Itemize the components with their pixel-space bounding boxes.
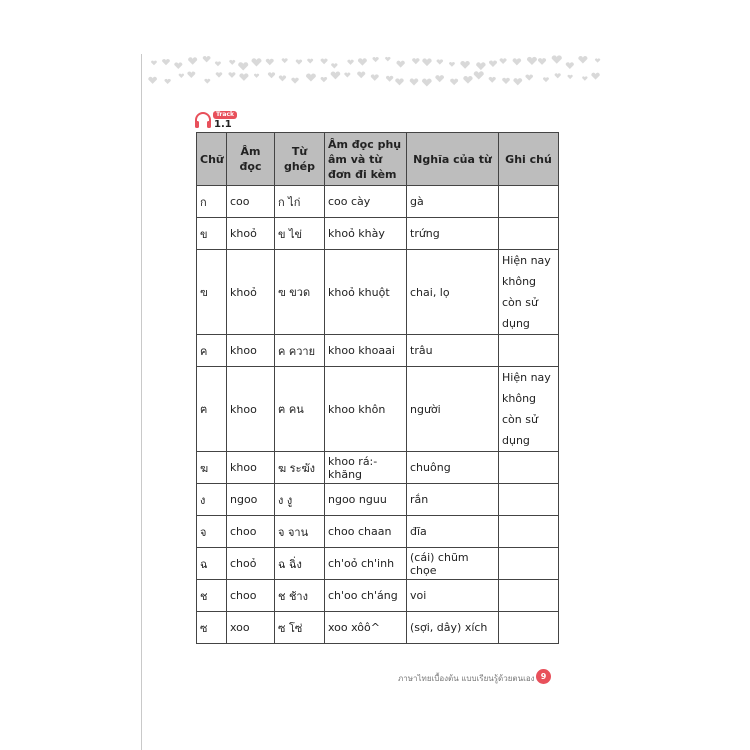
meaning-cell: voi <box>407 580 499 612</box>
heart-shape <box>216 72 223 77</box>
table-row <box>197 580 559 612</box>
heart-shape <box>148 77 157 84</box>
heart-shape <box>578 56 587 63</box>
heart-shape <box>449 62 455 67</box>
heart-shape <box>385 57 390 61</box>
letter-cell: ค <box>197 335 227 367</box>
heart-shape <box>238 62 248 70</box>
heart-shape <box>344 73 350 78</box>
reading-cell: choỏ <box>227 548 275 580</box>
table-row <box>197 250 559 335</box>
meaning-cell: gà <box>407 186 499 218</box>
heart-shape <box>331 63 337 68</box>
heart-shape <box>500 58 507 64</box>
reading-cell: choo <box>227 516 275 548</box>
compound-word-cell: ค ควาย <box>275 335 325 367</box>
heart-shape <box>476 62 486 70</box>
heart-shape <box>396 61 404 68</box>
track-number: 1.1 <box>214 119 232 130</box>
heart-shape <box>371 74 379 80</box>
heart-shape <box>410 78 419 85</box>
footer-book-title: ภาษาไทยเบื้องต้น แบบเรียนรู้ด้วยตนเอง <box>398 674 535 683</box>
reading-cell: khoỏ <box>227 250 275 335</box>
heart-shape <box>437 59 443 64</box>
note-cell <box>499 612 559 644</box>
table-row <box>197 218 559 250</box>
note-cell: Hiện nay không còn sử dụng <box>499 250 559 335</box>
heart-shape <box>321 59 328 65</box>
heart-shape <box>435 75 444 82</box>
meaning-cell: người <box>407 367 499 452</box>
heart-shape <box>412 58 419 64</box>
heart-shape <box>331 71 341 79</box>
note-cell <box>499 580 559 612</box>
pronunciation-cell: coo cày <box>325 186 407 218</box>
audio-track-marker <box>193 110 239 132</box>
letter-cell: ช <box>197 580 227 612</box>
pronunciation-cell: khoỏ khuột <box>325 250 407 335</box>
header-reading: Âm đọc <box>227 133 275 186</box>
heart-shape <box>422 79 432 87</box>
heart-shape <box>463 76 472 84</box>
headphones-icon <box>193 110 213 130</box>
heart-shape <box>179 74 184 78</box>
note-cell <box>499 516 559 548</box>
heart-shape <box>266 59 274 65</box>
heart-shape <box>321 77 327 82</box>
reading-cell: khoỏ <box>227 218 275 250</box>
heart-shape <box>151 61 157 66</box>
heart-shape <box>268 72 275 78</box>
heart-shape <box>422 58 431 66</box>
heart-shape <box>538 58 546 65</box>
table-row <box>197 516 559 548</box>
compound-word-cell: ช ช้าง <box>275 580 325 612</box>
note-cell <box>499 186 559 218</box>
pronunciation-cell: khoo khoaai <box>325 335 407 367</box>
reading-cell: coo <box>227 186 275 218</box>
letter-cell: ฆ <box>197 452 227 484</box>
letter-cell: ฉ <box>197 548 227 580</box>
note-cell <box>499 218 559 250</box>
meaning-cell: trâu <box>407 335 499 367</box>
pronunciation-cell: khoo rá:-khăng <box>325 452 407 484</box>
heart-shape <box>306 73 316 81</box>
letter-cell: จ <box>197 516 227 548</box>
meaning-cell: (sợi, dây) xích <box>407 612 499 644</box>
heart-shape <box>502 78 510 84</box>
letter-cell: ฃ <box>197 250 227 335</box>
table-row <box>197 335 559 367</box>
heart-shape <box>568 75 573 79</box>
table-row <box>197 548 559 580</box>
heart-shape <box>174 62 182 69</box>
note-cell <box>499 484 559 516</box>
heart-shape <box>513 78 522 85</box>
compound-word-cell: ฆ ระฆัง <box>275 452 325 484</box>
pronunciation-cell: xoo xôô^ <box>325 612 407 644</box>
header-note: Ghi chú <box>499 133 559 186</box>
track-label: Track <box>213 111 237 119</box>
compound-word-cell: ข ไข่ <box>275 218 325 250</box>
heart-shape <box>566 62 574 69</box>
pronunciation-cell: khoo khôn <box>325 367 407 452</box>
thai-consonant-table <box>196 132 559 644</box>
heart-shape <box>582 76 587 80</box>
heart-shape <box>296 59 302 64</box>
heart-shape <box>291 78 298 84</box>
heart-shape <box>358 58 367 65</box>
heart-shape <box>555 73 561 78</box>
letter-cell: ง <box>197 484 227 516</box>
meaning-cell: trứng <box>407 218 499 250</box>
heart-shape <box>595 58 600 62</box>
compound-word-cell: ก ไก่ <box>275 186 325 218</box>
heart-shape <box>162 59 170 65</box>
heart-shape <box>347 60 353 65</box>
heart-shape <box>307 59 313 64</box>
meaning-cell: rắn <box>407 484 499 516</box>
reading-cell: khoo <box>227 367 275 452</box>
heart-shape <box>474 71 484 79</box>
table-row <box>197 612 559 644</box>
heart-shape <box>187 72 195 78</box>
reading-cell: khoo <box>227 452 275 484</box>
heart-shape <box>489 61 497 67</box>
pronunciation-cell: choo chaan <box>325 516 407 548</box>
pronunciation-cell: ch'oo ch'áng <box>325 580 407 612</box>
heart-shape <box>543 77 549 82</box>
compound-word-cell: ฅ คน <box>275 367 325 452</box>
compound-word-cell: ซ โซ่ <box>275 612 325 644</box>
header-letter: Chữ <box>197 133 227 186</box>
heart-shape <box>215 61 221 66</box>
letter-cell: ก <box>197 186 227 218</box>
heart-shape <box>229 60 235 65</box>
note-cell: Hiện nay không còn sử dụng <box>499 367 559 452</box>
header-compound-word: Từ ghép <box>275 133 325 186</box>
letter-cell: ซ <box>197 612 227 644</box>
table-row <box>197 452 559 484</box>
compound-word-cell: ฉ ฉิ่ง <box>275 548 325 580</box>
heart-shape <box>279 75 286 81</box>
pronunciation-cell: ngoo nguu <box>325 484 407 516</box>
compound-word-cell: จ จาน <box>275 516 325 548</box>
heart-shape <box>552 55 562 63</box>
heart-shape <box>450 79 458 85</box>
note-cell <box>499 335 559 367</box>
heart-shape <box>489 77 496 83</box>
header-meaning: Nghĩa của từ <box>407 133 499 186</box>
heart-shape <box>525 74 532 80</box>
meaning-cell: chuông <box>407 452 499 484</box>
reading-cell: khoo <box>227 335 275 367</box>
heart-shape <box>251 58 261 66</box>
page-number-badge: 9 <box>536 669 551 684</box>
heart-shape <box>591 73 599 80</box>
table-row <box>197 186 559 218</box>
table-row <box>197 367 559 452</box>
meaning-cell: đĩa <box>407 516 499 548</box>
meaning-cell: (cái) chũm chọe <box>407 548 499 580</box>
heart-shape <box>164 79 170 84</box>
heart-shape <box>203 56 211 62</box>
heart-shape <box>395 78 403 85</box>
header-pronunciation: Âm đọc phụ âm và từ đơn đi kèm <box>325 133 407 186</box>
reading-cell: ngoo <box>227 484 275 516</box>
table-header-row <box>197 133 559 186</box>
heart-shape <box>372 57 378 62</box>
heart-shape <box>460 61 469 69</box>
heart-shape <box>513 58 522 65</box>
heart-shape <box>254 74 259 78</box>
pronunciation-cell: ch'oỏ ch'inh <box>325 548 407 580</box>
heart-shape <box>282 58 288 63</box>
heart-shape <box>527 57 537 65</box>
reading-cell: xoo <box>227 612 275 644</box>
heart-shape <box>204 79 210 84</box>
heart-shape <box>386 76 393 82</box>
reading-cell: choo <box>227 580 275 612</box>
heart-shape <box>228 72 235 78</box>
page-edge-line <box>141 54 142 750</box>
heart-shape <box>239 73 248 80</box>
decorative-heart-pattern <box>148 52 610 96</box>
pronunciation-cell: khoỏ khày <box>325 218 407 250</box>
heart-shape <box>188 57 197 64</box>
table-row <box>197 484 559 516</box>
compound-word-cell: ฃ ขวด <box>275 250 325 335</box>
note-cell <box>499 452 559 484</box>
heart-shape <box>357 72 365 79</box>
meaning-cell: chai, lọ <box>407 250 499 335</box>
note-cell <box>499 548 559 580</box>
compound-word-cell: ง งู <box>275 484 325 516</box>
letter-cell: ฅ <box>197 367 227 452</box>
letter-cell: ข <box>197 218 227 250</box>
